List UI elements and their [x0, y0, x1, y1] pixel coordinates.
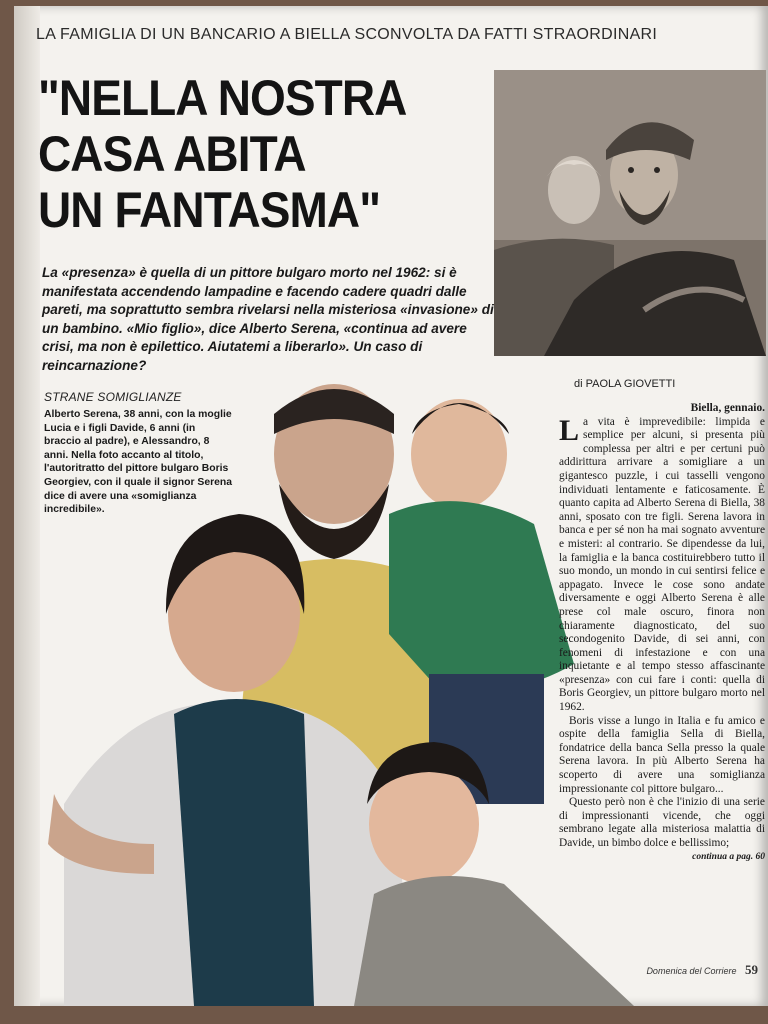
continued-note: continua a pag. 60 [692, 851, 765, 862]
headline [38, 70, 461, 238]
article-paragraph [559, 413, 765, 715]
page-footer [646, 962, 758, 978]
headline-line-2: CASA ABITA [38, 126, 306, 182]
standfirst: La «presenza» è quella di un pittore bulgaro morto nel 1962: si è manifestata accendendo lampadine e facendo cadere quadri dalle pareti, ma soprattutto sembra rivelarsi nella misteriosa «invasione» di un bambino. «Mio figlio», dice Alberto Serena, «continua ad avere crisi, ma non è epilettico. Aiutatemi a liberarlo». Un caso di reincarnazione? [42, 265, 494, 373]
page-number: 59 [745, 962, 758, 977]
paragraph-3: Questo però non è che l'inizio di una serie di impressionanti vicende, che oggi sembrano legate alla misteriosa malattia di Davide, un bimbo dolce e bellissimo; [559, 796, 765, 849]
article-body [559, 402, 765, 864]
byline: di PAOLA GIOVETTI [574, 378, 676, 390]
paragraph-2: Boris visse a lungo in Italia e fu amico e ospite della famiglia Sella di Biella, fondatrice della banca Sella presso la quale Serena lavora. In più Alberto Serena ha scoperto di avere una somiglianza impressionante col pittore bulgaro... [559, 714, 765, 795]
headline-line-1: "NELLA NOSTRA [38, 70, 407, 126]
paragraph-1: a vita è imprevedibile: limpida e semplice per alcuni, si presenta più complessa per altri e per certuni può addirittura arrivare a somigliare a un gigantesco puzzle, i cui tasselli vengono individuati lentamente e faticosamente. È quanto capita ad Alberto Serena di Biella, 38 anni, sposato con tre figli. Serena lavora in banca e per sé non ha mai sognato avventure e misteri: al contrario. Se dipendesse da lui, la famiglia e la banca costituirebbero tutto il suo mondo, un mondo in cui sentirsi felice e appagato. Invece le cose sono andate diversamente e oggi Alberto Serena è alle prese col male oscuro, finora non chiaramente diagnosticato, del suo secondogenito Davide, di sei anni, con fenomeni di infestazione e con una inquietante e al tempo stesso affascinante «presenza» con cui fare i conti: quella di Boris Georgiev, un pittore bulgaro morto nel 1962. [559, 415, 765, 714]
magazine-name: Domenica del Corriere [646, 966, 737, 976]
magazine-page [14, 6, 768, 1006]
painter-self-portrait [494, 70, 766, 356]
photo-caption: Alberto Serena, 38 anni, con la moglie Lucia e i figli Davide, 6 anni (in braccio al padre), e Alessandro, 8 anni. Nella foto accanto al titolo, l'autoritratto del pittore bulgaro Boris Georgiev, con il quale il signor Serena dice di avere una «somiglianza incredibile». [44, 409, 233, 516]
drop-cap: L [559, 413, 580, 447]
headline-line-3: UN FANTASMA" [38, 182, 381, 238]
dateline: Biella, gennaio. [690, 402, 765, 414]
kicker: LA FAMIGLIA DI UN BANCARIO A BIELLA SCONVOLTA DA FATTI STRAORDINARI [36, 26, 658, 43]
caption-title: STRANE SOMIGLIANZE [44, 390, 182, 404]
